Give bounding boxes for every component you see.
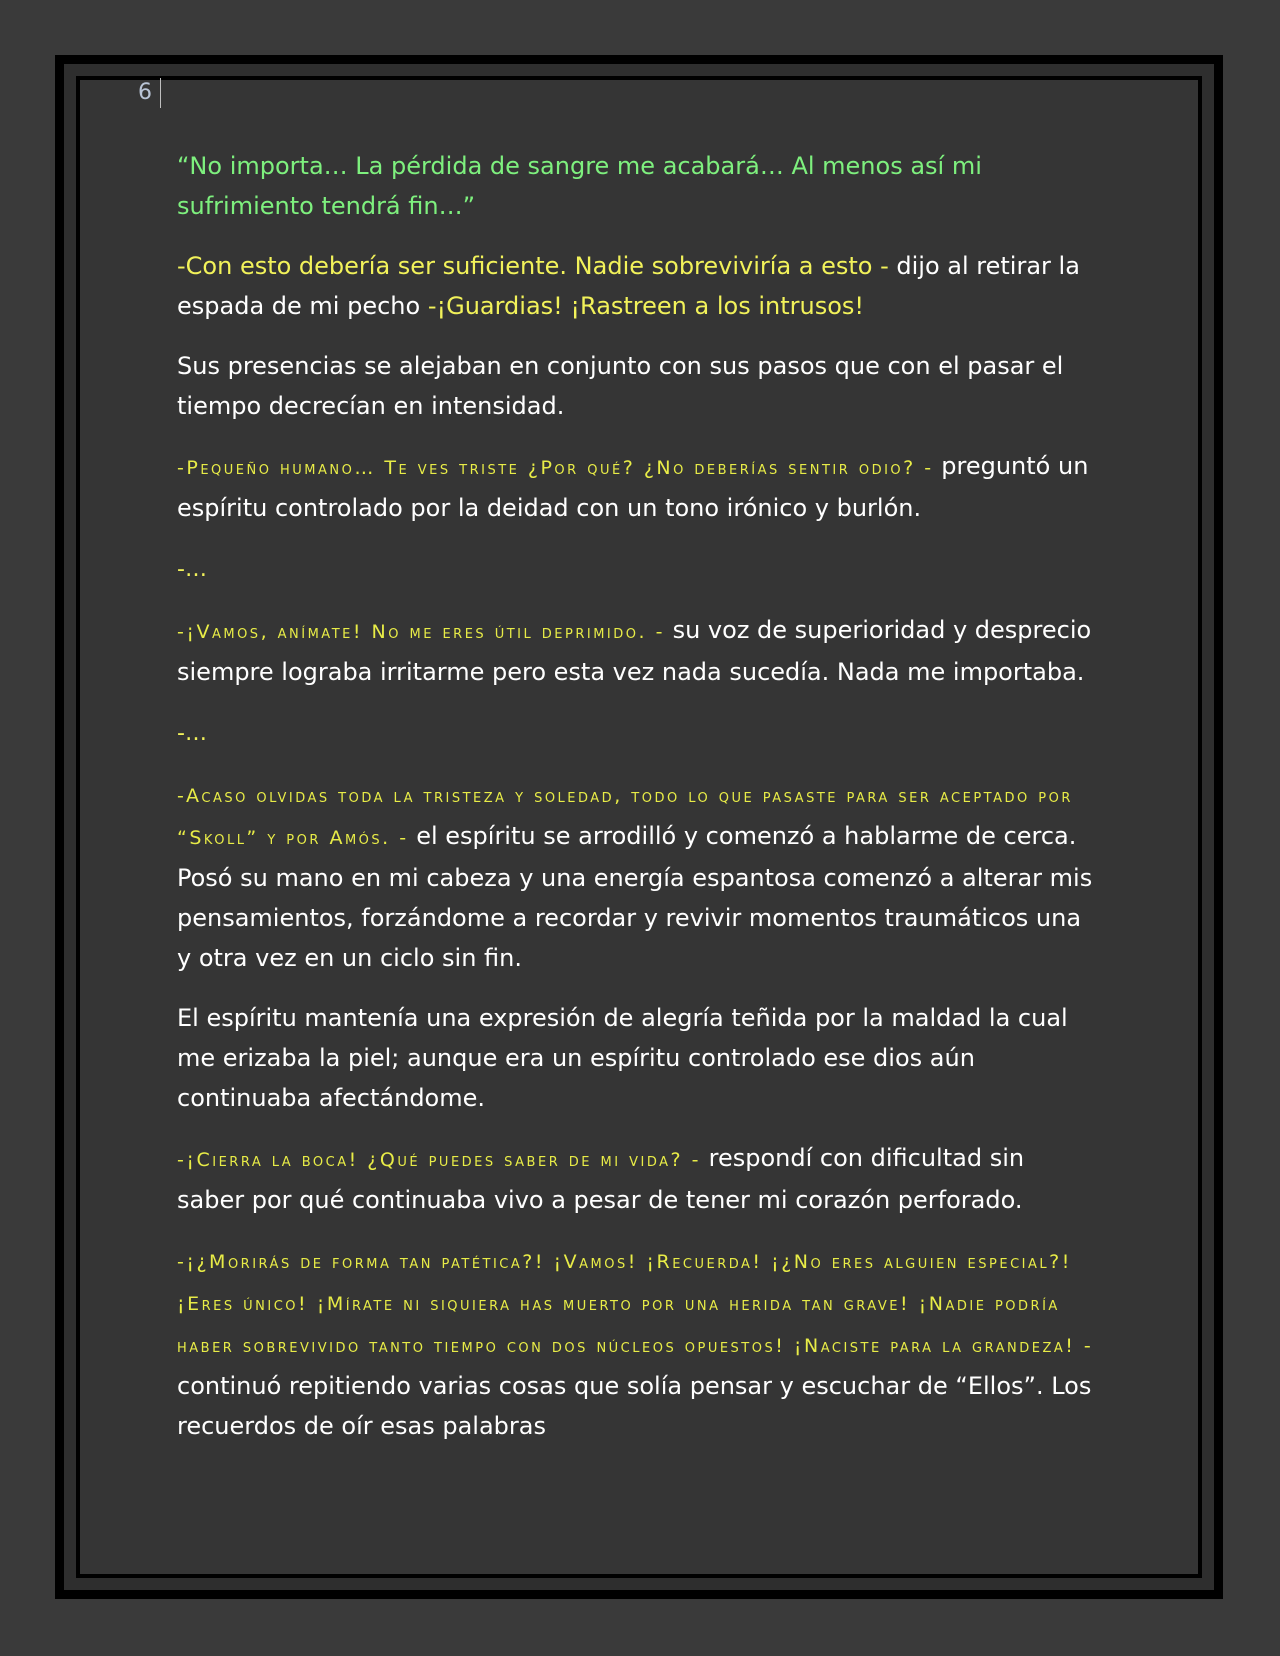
paragraph-guard-dialogue xyxy=(177,246,1097,326)
page-number: 6 xyxy=(138,78,161,108)
narration-text: respondí con dificultad sin saber por qué continuaba vivo a pesar de tener mi corazón perforado. xyxy=(177,1144,1025,1214)
narration-text: su voz de superioridad y desprecio siempre lograba irritarme pero esta vez nada sucedía. Nada me importaba. xyxy=(177,616,1092,686)
spirit-dialogue-text: -Pequeño humano… Te ves triste ¿Por qué? ¿No deberías sentir odio? - xyxy=(177,457,934,479)
paragraph-narration xyxy=(177,998,1097,1118)
narration-text: preguntó un espíritu controlado por la deidad con un tono irónico y burlón. xyxy=(177,452,1089,522)
paragraph-spirit-dialogue xyxy=(177,774,1097,978)
paragraph-spirit-dialogue xyxy=(177,610,1097,692)
paragraph-silence xyxy=(177,712,1097,754)
page-content xyxy=(177,146,1097,1466)
paragraph-silence xyxy=(177,548,1097,590)
narration-text: continuó repitiendo varias cosas que solía pensar y escuchar de “Ellos”. Los recuerdos de oír esas palabras xyxy=(177,1372,1092,1440)
thought-text: “No importa… La pérdida de sangre me acabará… Al menos así mi sufrimiento tendrá fin…” xyxy=(177,152,982,220)
paragraph-narration xyxy=(177,346,1097,426)
spirit-dialogue-text: -¡¿Morirás de forma tan patética?! ¡Vamos! ¡Recuerda! ¡¿No eres alguien especial?! ¡Eres único! ¡Mírate ni siquiera has muerto por una herida tan grave! ¡Nadie podría haber sobrevivido tanto tiempo con dos núcleos opuestos! ¡Naciste para la grandeza! - xyxy=(177,1251,1094,1357)
narration-text: dijo al retirar la espada de mi pecho xyxy=(177,252,1080,320)
paragraph-protagonist-dialogue xyxy=(177,1138,1097,1220)
protagonist-dialogue-text: -¡Cierra la boca! ¿Qué puedes saber de mi vida? - xyxy=(177,1149,701,1171)
dialogue-text-2: -¡Guardias! ¡Rastreen a los intrusos! xyxy=(427,292,865,320)
silence-text: -… xyxy=(177,557,207,582)
paragraph-spirit-dialogue xyxy=(177,1240,1097,1446)
narration-text: el espíritu se arrodilló y comenzó a hablarme de cerca. Posó su mano en mi cabeza y una energía espantosa comenzó a alterar mis pensamientos, forzándome a recordar y revivir momentos traumáticos una y otra vez en un ciclo sin fin. xyxy=(177,822,1093,972)
dialogue-text: -Con esto debería ser suficiente. Nadie sobreviviría a esto - xyxy=(177,252,889,280)
spirit-dialogue-text: -Acaso olvidas toda la tristeza y soledad, todo lo que pasaste para ser aceptado por “Skoll” y por Amós. - xyxy=(177,785,1073,849)
spirit-dialogue-text: -¡Vamos, anímate! No me eres útil deprimido. - xyxy=(177,621,665,643)
paragraph-spirit-dialogue xyxy=(177,446,1097,528)
paragraph-thought xyxy=(177,146,1097,226)
narration-text: Sus presencias se alejaban en conjunto con sus pasos que con el pasar el tiempo decrecían en intensidad. xyxy=(177,352,1064,420)
narration-text: El espíritu mantenía una expresión de alegría teñida por la maldad la cual me erizaba la piel; aunque era un espíritu controlado ese dios aún continuaba afectándome. xyxy=(177,1004,1068,1112)
silence-text: -… xyxy=(177,721,207,746)
